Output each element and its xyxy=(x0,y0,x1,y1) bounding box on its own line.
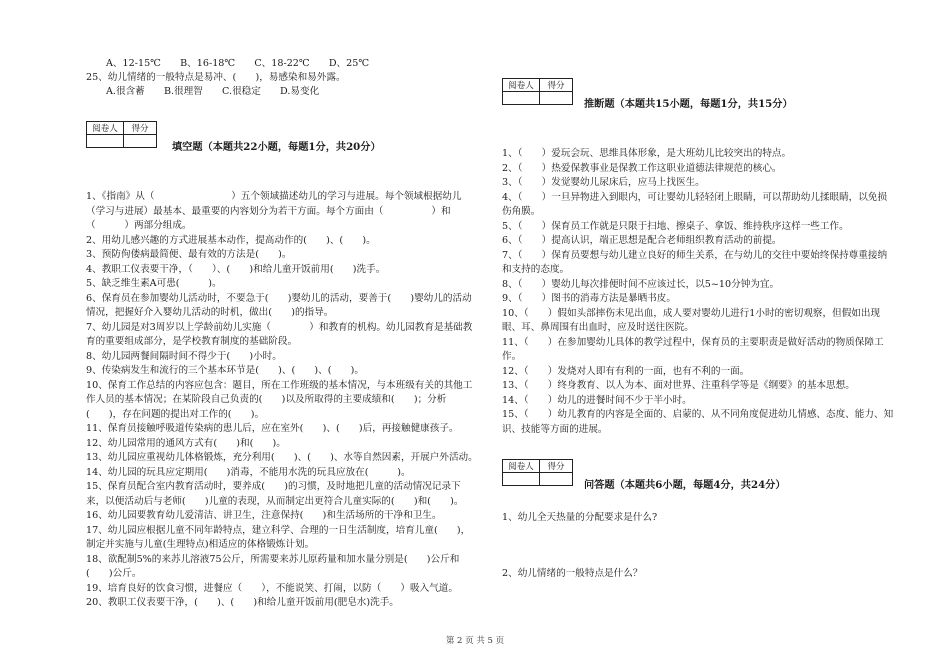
fill-blank-item-4: 4、教职工仪表要干净，（ ）、( )和给儿童开饭前用( )洗手。 xyxy=(86,263,386,275)
page-number-footer: 第 2 页 共 5 页 xyxy=(445,636,505,646)
judge-item-2: 2、（ ）热爱保教事业是保教工作这职业道德法律规范的核心。 xyxy=(502,162,782,174)
judge-list xyxy=(502,147,894,437)
q25-options: A.很含蓄 B.很理智 C.很稳定 D.易变化 xyxy=(106,86,320,97)
judge-item-14: 14、（ ）幼儿的进餐时间不少于半小时。 xyxy=(502,394,692,406)
q24-options: A、12-15℃ B、16-18℃ C、18-22℃ D、25℃ xyxy=(106,58,370,69)
score-label: 得分 xyxy=(540,79,573,92)
judge-item-15: 15、（ ）幼儿教育的内容是全面的、启蒙的、从不同角度促进幼儿情感、态度、能力、知识、技能等方面的进展。 xyxy=(502,409,894,435)
judge-item-12: 12、（ ）发烧对人即有有利的一面，也有不利的一面。 xyxy=(502,365,750,377)
fill-blank-item-1: 1、《指南》从（ ）五个领域描述幼儿的学习与进展。每个领域根据幼儿（学习与进展）最基本、最重要的内容划分为若干方面。每个方面由（ ）和（ ）两部分组成。 xyxy=(86,191,462,231)
grader-cell xyxy=(503,473,540,486)
fill-blank-item-9: 9、传染病发生和流行的三个基本环节是( )、( )、( )。 xyxy=(86,365,364,376)
qa-item-2: 2、幼儿情绪的一般特点是什么？ xyxy=(502,568,643,579)
score-box xyxy=(502,459,573,486)
judge-item-11: 11、（ ）在参加婴幼儿具体的教学过程中，保育员的主要职责是做好活动的物质保障工作。 xyxy=(502,336,884,362)
fill-blank-list xyxy=(86,190,478,611)
fill-blank-item-8: 8、幼儿园两餐间隔时间不得少于( )小时。 xyxy=(86,350,282,362)
judge-item-8: 8、（ ）婴幼儿每次排便时间不应该过长，以5~10分钟为宜。 xyxy=(502,278,780,290)
fill-blank-item-20: 20、教职工仪表要干净，( )、( )和给儿童开饭前用(肥皂水)洗手。 xyxy=(86,597,399,608)
score-box xyxy=(86,121,157,148)
q25-text: 25、幼儿情绪的一般特点是易冲、( )，易感染和易外露。 xyxy=(86,72,346,83)
judge-item-4: 4、（ ）一旦异物进入到眼内，可让婴幼儿轻轻闭上眼睛，可以帮助幼儿揉眼睛，以免损伤角膜。 xyxy=(502,191,888,217)
qa-item-1: 1、幼儿全天热量的分配要求是什么? xyxy=(502,512,658,523)
grader-cell xyxy=(87,135,124,148)
fill-blank-item-10: 10、保育工作总结的内容应包含：题目，所在工作班级的基本情况，与本班级有关的其他工作人员的基本情况；在某阶段自己负责的( )以及所取得的主要成绩和( )；分析( )，存在问题的提出对工作的( )。 xyxy=(86,379,473,420)
score-cell xyxy=(540,92,573,105)
fill-blank-item-16: 16、幼儿园要教育幼儿爱清洁、讲卫生，注意保持( )和生活场所的干净和卫生。 xyxy=(86,510,442,521)
fill-blank-item-13: 13、幼儿园应重视幼儿体格锻炼，充分利用( )、( )、水等自然因素，开展户外活动。 xyxy=(86,452,478,463)
score-cell xyxy=(124,135,157,148)
qa-section-title: 问答题（本题共6小题，每题4分，共24分） xyxy=(584,479,786,491)
fill-blank-item-5: 5、缺乏维生素A可患( )。 xyxy=(86,278,222,289)
judge-item-13: 13、（ ）终身教育、以人为本、面对世界、注重科学等是《纲要》的基本思想。 xyxy=(502,380,855,391)
judge-item-10: 10、（ ）假如头部摔伤未见出血，成人要对婴幼儿进行1小时的密切观察，但假如出现眼、耳、鼻周围有出血时，应及时送往医院。 xyxy=(502,307,881,333)
score-label: 得分 xyxy=(124,122,157,135)
judge-section-title: 推断题（本题共15小题，每题1分，共15分） xyxy=(584,98,793,110)
grader-cell xyxy=(503,92,540,105)
score-label: 得分 xyxy=(540,460,573,473)
grader-label: 阅卷人 xyxy=(87,122,124,135)
fill-blank-item-12: 12、幼儿园常用的通风方式有( )和( )。 xyxy=(86,437,286,449)
grader-label: 阅卷人 xyxy=(503,79,540,92)
judge-item-7: 7、（ ）保育员要想与幼儿建立良好的师生关系，在与幼儿的交往中要始终保持尊重接纳和支持的态度。 xyxy=(502,249,888,275)
fill-blank-item-2: 2、用幼儿感兴趣的方式进展基本动作，提高动作的( )、( )。 xyxy=(86,234,376,246)
fill-blank-item-7: 7、幼儿园是对3周岁以上学龄前幼儿实施（ ）和教育的机构。幼儿园教育是基础教育的重要组成部分，是学校教育制度的基础阶段。 xyxy=(86,321,473,347)
fill-blank-item-14: 14、幼儿园的玩具应定期用( )消毒，不能用水洗的玩具应放在( )。 xyxy=(86,466,411,478)
fill-blank-item-15: 15、保育员配合室内教育活动时，要养成( )的习惯，及时地把儿童的活动情况记录下来，以便活动后与老师( )儿童的表现，从而制定出更符合儿童实际的( )和( )。 xyxy=(86,481,464,507)
right-column xyxy=(502,78,894,582)
left-column xyxy=(86,57,478,611)
fill-blank-item-3: 3、预防佝偻病最简便、最有效的方法是( )。 xyxy=(86,249,292,260)
fill-blank-item-19: 19、培育良好的饮食习惯，进餐应（ ），不能说笑、打闹，以防（ ）吸入气道。 xyxy=(86,582,458,594)
fill-blank-section-header xyxy=(86,121,478,157)
judge-section-header xyxy=(502,78,894,114)
fill-blank-item-18: 18、欲配制5%的来苏儿溶液75公斤，所需要来苏儿原药量和加水量分别是( )公斤和( )公斤。 xyxy=(86,553,460,579)
fill-blank-section-title: 填空题（本题共22小题，每题1分，共20分） xyxy=(172,141,381,153)
judge-item-3: 3、（ ）发觉婴幼儿尿床后，应马上找医生。 xyxy=(502,177,705,188)
score-cell xyxy=(540,473,573,486)
judge-item-1: 1、（ ）爱玩会玩、思维具体形象，是大班幼儿比较突出的特点。 xyxy=(502,148,792,159)
judge-item-6: 6、（ ）提高认识，端正思想是配合老师组织教育活动的前提。 xyxy=(502,235,782,246)
fill-blank-item-17: 17、幼儿园应根据儿童不同年龄特点，建立科学、合理的一日生活制度，培育儿童( )，制定并实施与儿童(生理特点)相适应的体格锻炼计划。 xyxy=(86,524,471,550)
judge-item-9: 9、（ ）图书的消毒方法是暴晒书皮。 xyxy=(502,293,676,304)
judge-item-5: 5、（ ）保育员工作就是只限于扫地、擦桌子、拿饭、维持秩序这样一些工作。 xyxy=(502,220,849,232)
fill-blank-item-11: 11、保育员接触呼吸道传染病的患儿后，应在室外( )、( )后，再接触健康孩子。 xyxy=(86,423,459,434)
qa-list xyxy=(502,511,894,582)
qa-section-header xyxy=(502,459,894,495)
score-box xyxy=(502,78,573,105)
grader-label: 阅卷人 xyxy=(503,460,540,473)
fill-blank-item-6: 6、保育员在参加婴幼儿活动时，不要急于( )婴幼儿的活动，要善于( )婴幼儿的活动情况，把握好介入婴幼儿活动的时机，做出( )的指导。 xyxy=(86,292,472,318)
